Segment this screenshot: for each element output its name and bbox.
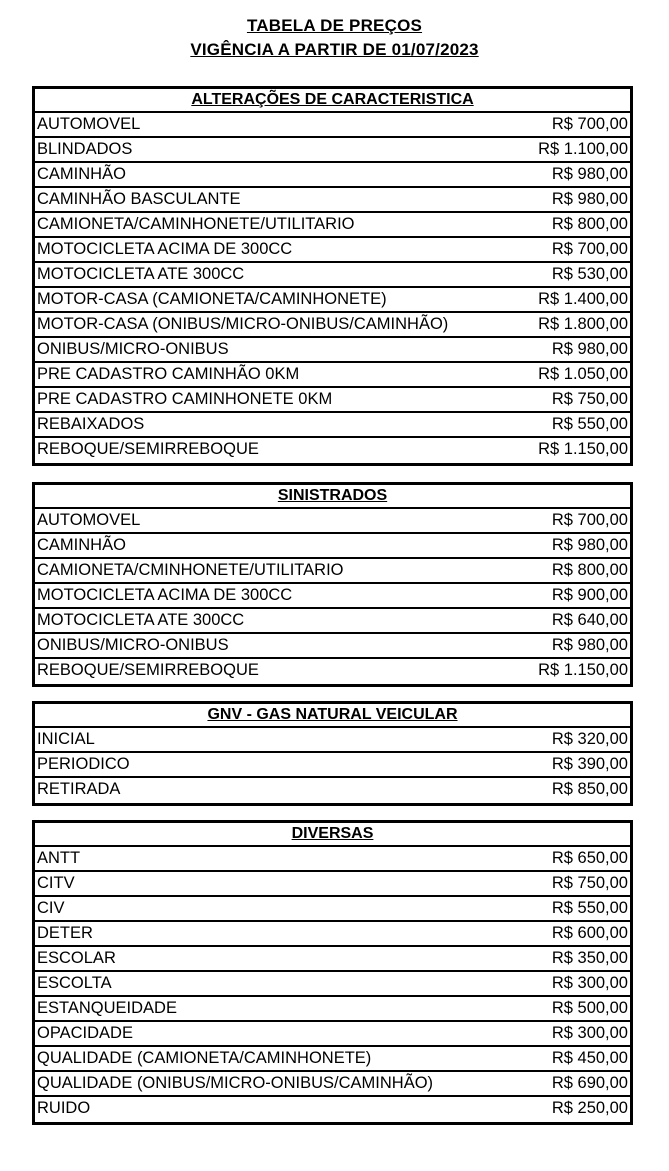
price-row xyxy=(35,753,630,778)
price-row xyxy=(35,778,630,801)
service-label: ANTT xyxy=(37,849,81,867)
price-row xyxy=(35,288,630,313)
service-price: R$ 320,00 xyxy=(551,730,628,748)
price-row xyxy=(35,263,630,288)
service-price: R$ 1.150,00 xyxy=(538,661,628,679)
document-header xyxy=(0,14,669,62)
price-row xyxy=(35,338,630,363)
service-label: MOTOR-CASA (CAMIONETA/CAMINHONETE) xyxy=(37,290,387,308)
service-label: PRE CADASTRO CAMINHONETE 0KM xyxy=(37,390,333,408)
price-row xyxy=(35,609,630,634)
service-label: DETER xyxy=(37,924,93,942)
service-label: ESCOLTA xyxy=(37,974,112,992)
price-row xyxy=(35,138,630,163)
section-alteracoes xyxy=(32,86,633,466)
service-price: R$ 800,00 xyxy=(551,215,628,233)
service-label: QUALIDADE (ONIBUS/MICRO-ONIBUS/CAMINHÃO) xyxy=(37,1074,434,1092)
service-label: MOTOCICLETA ACIMA DE 300CC xyxy=(37,240,293,258)
service-label: CAMIONETA/CMINHONETE/UTILITARIO xyxy=(37,561,344,579)
price-row xyxy=(35,163,630,188)
service-price: R$ 700,00 xyxy=(551,240,628,258)
service-price: R$ 980,00 xyxy=(551,636,628,654)
service-price: R$ 750,00 xyxy=(551,874,628,892)
service-price: R$ 550,00 xyxy=(551,899,628,917)
service-label: BLINDADOS xyxy=(37,140,133,158)
service-label: QUALIDADE (CAMIONETA/CAMINHONETE) xyxy=(37,1049,372,1067)
service-price: R$ 250,00 xyxy=(551,1099,628,1117)
service-price: R$ 550,00 xyxy=(551,415,628,433)
price-row xyxy=(35,113,630,138)
price-row xyxy=(35,413,630,438)
service-price: R$ 980,00 xyxy=(551,165,628,183)
service-price: R$ 300,00 xyxy=(551,974,628,992)
service-price: R$ 690,00 xyxy=(551,1074,628,1092)
price-row xyxy=(35,897,630,922)
service-price: R$ 1.150,00 xyxy=(538,440,628,458)
price-row xyxy=(35,213,630,238)
service-label: RUIDO xyxy=(37,1099,91,1117)
service-label: CAMINHÃO xyxy=(37,165,126,183)
service-label: PRE CADASTRO CAMINHÃO 0KM xyxy=(37,365,300,383)
price-row xyxy=(35,313,630,338)
service-price: R$ 650,00 xyxy=(551,849,628,867)
service-price: R$ 500,00 xyxy=(551,999,628,1017)
section-gnv xyxy=(32,701,633,806)
service-price: R$ 450,00 xyxy=(551,1049,628,1067)
price-row xyxy=(35,238,630,263)
price-row xyxy=(35,534,630,559)
price-row xyxy=(35,997,630,1022)
price-row xyxy=(35,509,630,534)
price-row xyxy=(35,659,630,682)
price-row xyxy=(35,388,630,413)
document-title: TABELA DE PREÇOS xyxy=(246,16,423,35)
service-price: R$ 1.100,00 xyxy=(538,140,628,158)
service-label: INICIAL xyxy=(37,730,95,748)
service-label: CAMIONETA/CAMINHONETE/UTILITARIO xyxy=(37,215,355,233)
service-price: R$ 850,00 xyxy=(551,780,628,798)
service-label: MOTOCICLETA ATE 300CC xyxy=(37,611,245,629)
price-row xyxy=(35,584,630,609)
section-sinistrados xyxy=(32,482,633,687)
price-row xyxy=(35,1022,630,1047)
service-label: AUTOMOVEL xyxy=(37,511,141,529)
price-row xyxy=(35,559,630,584)
service-price: R$ 1.050,00 xyxy=(538,365,628,383)
service-price: R$ 980,00 xyxy=(551,190,628,208)
service-price: R$ 1.400,00 xyxy=(538,290,628,308)
price-row xyxy=(35,438,630,461)
price-row xyxy=(35,1097,630,1120)
service-price: R$ 700,00 xyxy=(551,115,628,133)
price-row xyxy=(35,972,630,997)
service-label: PERIODICO xyxy=(37,755,130,773)
service-price: R$ 800,00 xyxy=(551,561,628,579)
price-row xyxy=(35,728,630,753)
price-row xyxy=(35,188,630,213)
service-label: MOTOCICLETA ACIMA DE 300CC xyxy=(37,586,293,604)
service-price: R$ 600,00 xyxy=(551,924,628,942)
price-row xyxy=(35,1047,630,1072)
service-label: REBOQUE/SEMIRREBOQUE xyxy=(37,440,259,458)
section-title: DIVERSAS xyxy=(35,823,630,847)
service-price: R$ 640,00 xyxy=(551,611,628,629)
section-title: ALTERAÇÕES DE CARACTERISTICA xyxy=(35,89,630,113)
document-subtitle: VIGÊNCIA A PARTIR DE 01/07/2023 xyxy=(190,40,479,59)
price-row xyxy=(35,872,630,897)
service-price: R$ 750,00 xyxy=(551,390,628,408)
service-label: ESCOLAR xyxy=(37,949,116,967)
service-price: R$ 900,00 xyxy=(551,586,628,604)
service-label: ONIBUS/MICRO-ONIBUS xyxy=(37,340,229,358)
service-price: R$ 700,00 xyxy=(551,511,628,529)
service-label: REBAIXADOS xyxy=(37,415,145,433)
section-diversas xyxy=(32,820,633,1125)
service-price: R$ 1.800,00 xyxy=(538,315,628,333)
service-label: CAMINHÃO xyxy=(37,536,126,554)
service-label: MOTOR-CASA (ONIBUS/MICRO-ONIBUS/CAMINHÃO) xyxy=(37,315,449,333)
service-price: R$ 390,00 xyxy=(551,755,628,773)
service-label: CIV xyxy=(37,899,65,917)
service-price: R$ 980,00 xyxy=(551,536,628,554)
service-price: R$ 300,00 xyxy=(551,1024,628,1042)
section-title: GNV - GAS NATURAL VEICULAR xyxy=(35,704,630,728)
service-label: OPACIDADE xyxy=(37,1024,133,1042)
price-row xyxy=(35,363,630,388)
service-label: ONIBUS/MICRO-ONIBUS xyxy=(37,636,229,654)
service-label: CAMINHÃO BASCULANTE xyxy=(37,190,241,208)
price-row xyxy=(35,1072,630,1097)
service-label: RETIRADA xyxy=(37,780,121,798)
price-row xyxy=(35,634,630,659)
service-label: ESTANQUEIDADE xyxy=(37,999,177,1017)
service-label: CITV xyxy=(37,874,75,892)
service-price: R$ 530,00 xyxy=(551,265,628,283)
service-label: REBOQUE/SEMIRREBOQUE xyxy=(37,661,259,679)
service-price: R$ 980,00 xyxy=(551,340,628,358)
service-label: MOTOCICLETA ATE 300CC xyxy=(37,265,245,283)
service-price: R$ 350,00 xyxy=(551,949,628,967)
price-row xyxy=(35,947,630,972)
section-title: SINISTRADOS xyxy=(35,485,630,509)
service-label: AUTOMOVEL xyxy=(37,115,141,133)
price-row xyxy=(35,847,630,872)
price-row xyxy=(35,922,630,947)
